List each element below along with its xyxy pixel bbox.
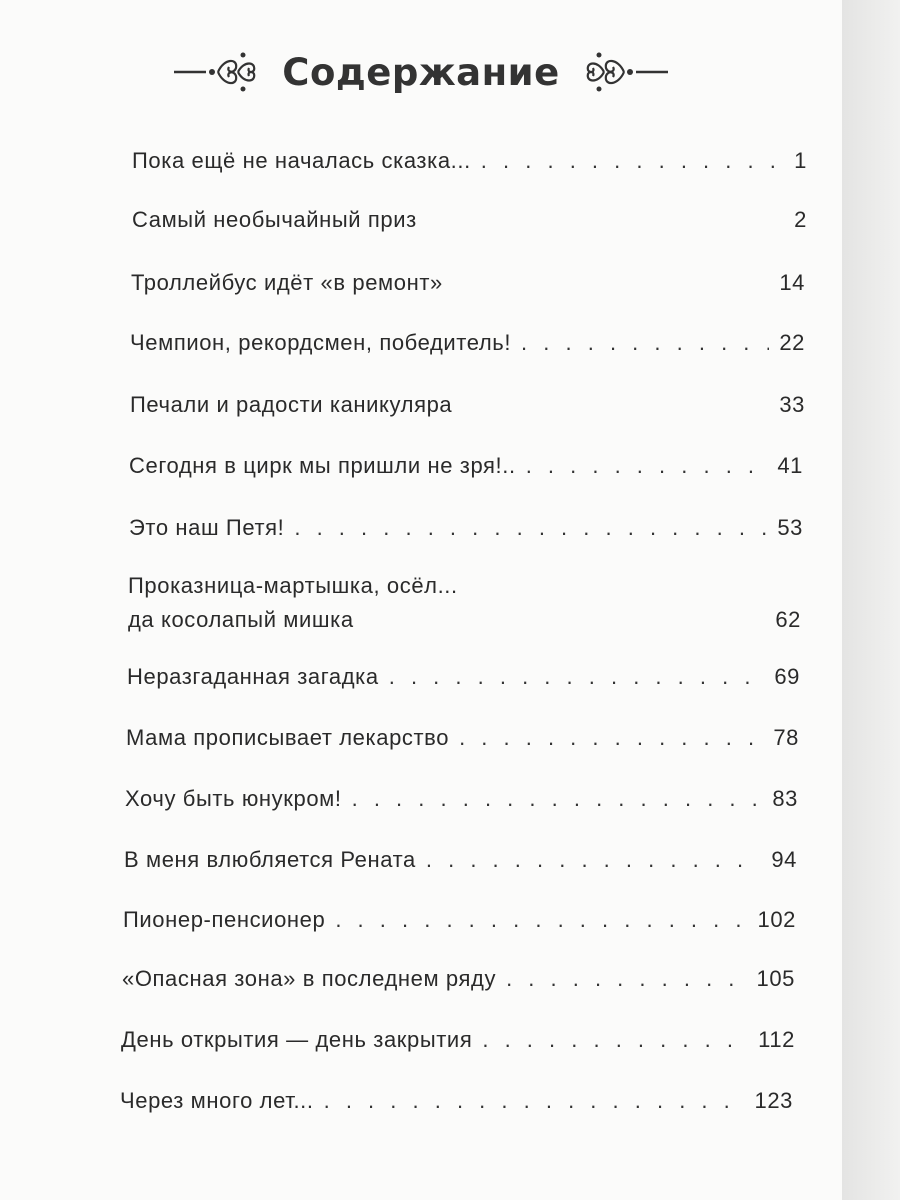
toc-entry-title: Печали и радости каникуляра <box>130 392 453 417</box>
toc-entry-title: Хочу быть юнукром! <box>125 786 342 811</box>
toc-entry[interactable] <box>125 786 798 812</box>
leader-dots <box>335 907 747 933</box>
leader-dots <box>426 847 761 873</box>
toc-entry-page: 105 <box>756 966 795 991</box>
leader-dots <box>294 515 767 541</box>
toc-entry-title-line1: Проказница-мартышка, осёл... <box>128 573 458 598</box>
leader-dots <box>526 453 768 479</box>
leader-dots <box>506 966 746 992</box>
toc-entry-page: 1 <box>794 148 807 173</box>
page-edge-shadow <box>842 0 900 1200</box>
toc-entry-page: 112 <box>758 1027 795 1052</box>
leader-dots <box>352 786 763 812</box>
toc-entry-page: 41 <box>777 453 803 478</box>
toc-entry-title: Через много лет... <box>120 1088 314 1113</box>
toc-entry-page: 33 <box>779 392 805 417</box>
toc-entry[interactable] <box>124 847 797 873</box>
leader-dots <box>481 148 784 174</box>
toc-entry-title: Троллейбус идёт «в ремонт» <box>131 270 443 295</box>
toc-entry[interactable] <box>121 1027 795 1053</box>
toc-entry[interactable] <box>131 270 805 296</box>
toc-entry-title: В меня влюбляется Рената <box>124 847 416 872</box>
toc-entry[interactable] <box>130 392 805 418</box>
toc-entry-page: 2 <box>794 207 807 232</box>
toc-entry-page: 78 <box>773 725 799 750</box>
toc-entry-page: 123 <box>754 1088 793 1113</box>
toc-entry-title: Мама прописывает лекарство <box>126 725 450 750</box>
toc-entry[interactable] <box>123 907 796 933</box>
toc-entry-page: 94 <box>771 847 797 872</box>
toc-entry[interactable] <box>129 515 803 541</box>
toc-entry[interactable] <box>127 664 800 690</box>
toc-entry[interactable] <box>132 207 807 233</box>
toc-entry-title-line2: да косолапый мишка <box>128 607 354 632</box>
toc-entry-title: Пока ещё не началась сказка... <box>132 148 471 173</box>
leader-dots <box>459 725 763 751</box>
toc-entry-page: 83 <box>772 786 798 811</box>
leader-dots <box>482 1027 748 1053</box>
toc-entry[interactable] <box>132 148 807 174</box>
toc-entry-title: Чемпион, рекордсмен, победитель! <box>130 330 512 355</box>
toc-entry[interactable] <box>126 725 799 751</box>
toc-entry-title: Это наш Петя! <box>129 515 285 540</box>
toc-entry-title: Самый необычайный приз <box>132 207 417 232</box>
toc-entry[interactable] <box>120 1088 793 1114</box>
page-title: Содержание <box>282 50 560 94</box>
toc-entry-title: День открытия — день закрытия <box>121 1027 473 1052</box>
toc-entry[interactable] <box>130 330 805 356</box>
toc-entry[interactable] <box>128 573 801 633</box>
toc-entry[interactable] <box>122 966 795 992</box>
toc-entry-title: Пионер-пенсионер <box>123 907 326 932</box>
toc-entry-page: 53 <box>777 515 803 540</box>
toc-entry-page: 62 <box>775 607 801 632</box>
toc-entry-title: «Опасная зона» в последнем ряду <box>122 966 497 991</box>
toc-entry-page: 14 <box>779 270 805 295</box>
toc-entry-page: 22 <box>779 330 805 355</box>
toc-entry-title: Сегодня в цирк мы пришли не зря!.. <box>129 453 516 478</box>
toc-entry[interactable] <box>129 453 803 479</box>
toc-entry-page: 69 <box>774 664 800 689</box>
toc-entry-page: 102 <box>757 907 796 932</box>
leader-dots <box>389 664 765 690</box>
toc-entry-title: Неразгаданная загадка <box>127 664 379 689</box>
leader-dots <box>521 330 769 356</box>
leader-dots <box>324 1088 745 1114</box>
